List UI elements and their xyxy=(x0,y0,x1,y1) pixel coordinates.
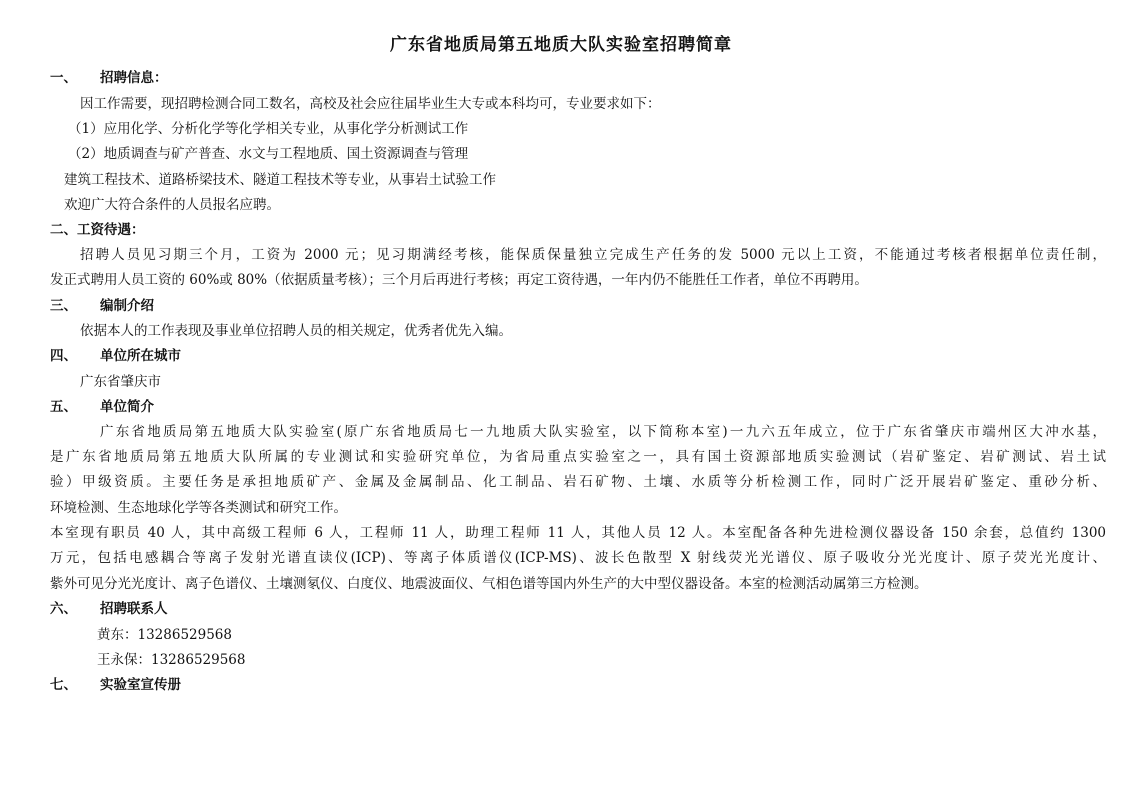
section-7-heading xyxy=(50,676,181,694)
section-1-welcome: 欢迎广大符合条件的人员报名应聘。 xyxy=(64,197,280,213)
section-1-title: 招聘信息： xyxy=(100,70,168,86)
section-1-paragraph: 因工作需要，现招聘检测合同工数名，高校及社会应往届毕业生大专或本科均可，专业要求如下： xyxy=(80,96,661,112)
section-3-paragraph: 依据本人的工作表现及事业单位招聘人员的相关规定，优秀者优先入编。 xyxy=(80,323,512,339)
section-5-line-6: 万元，包括电感耦合等离子发射光谱直读仪(ICP)、等离子体质谱仪(ICP-MS)、波长色散型 X 射线荧光光谱仪、原子吸收分光光度计、原子荧光光度计、 xyxy=(50,550,1106,566)
contact-2: 王永保：13286529568 xyxy=(97,652,246,668)
section-6-number: 六、 xyxy=(50,601,77,617)
section-1-heading xyxy=(50,69,168,87)
section-5-line-7: 紫外可见分光光度计、离子色谱仪、土壤测氡仪、白度仪、地震波面仪、气相色谱等国内外生产的大中型仪器设备。本室的检测活动属第三方检测。 xyxy=(50,576,928,592)
section-6-title: 招聘联系人 xyxy=(100,601,168,617)
section-3-number: 三、 xyxy=(50,298,77,314)
section-1-item-1: （1）应用化学、分析化学等化学相关专业，从事化学分析测试工作 xyxy=(68,121,469,137)
section-4-number: 四、 xyxy=(50,348,77,364)
page-title: 广东省地质局第五地质大队实验室招聘简章 xyxy=(390,35,732,55)
section-4-title: 单位所在城市 xyxy=(100,348,181,364)
section-5-heading xyxy=(50,398,154,416)
section-1-item-2-cont: 建筑工程技术、道路桥梁技术、隧道工程技术等专业，从事岩土试验工作 xyxy=(64,172,496,188)
section-7-number: 七、 xyxy=(50,677,77,693)
section-5-number: 五、 xyxy=(50,399,77,415)
section-5-line-4: 环境检测、生态地球化学等各类测试和研究工作。 xyxy=(50,500,347,516)
section-5-line-1: 广东省地质局第五地质大队实验室(原广东省地质局七一九地质大队实验室，以下简称本室)一九六五年成立，位于广东省肇庆市端州区大冲水基， xyxy=(100,424,1106,440)
section-6-heading xyxy=(50,600,168,618)
section-4-city: 广东省肇庆市 xyxy=(80,374,161,390)
section-5-line-2: 是广东省地质局第五地质大队所属的专业测试和实验研究单位，为省局重点实验室之一，具有国土资源部地质实验测试（岩矿鉴定、岩矿测试、岩土试 xyxy=(50,449,1106,465)
section-3-heading xyxy=(50,297,154,315)
section-3-title: 编制介绍 xyxy=(100,298,154,314)
contact-1: 黄东：13286529568 xyxy=(97,627,232,643)
section-5-line-5: 本室现有职员 40 人，其中高级工程师 6 人，工程师 11 人，助理工程师 11 人，其他人员 12 人。本室配备各种先进检测仪器设备 150 余套，总值约 1300 xyxy=(50,525,1106,541)
section-5-line-3: 验）甲级资质。主要任务是承担地质矿产、金属及金属制品、化工制品、岩石矿物、土壤、水质等分析检测工作，同时广泛开展岩矿鉴定、重砂分析、 xyxy=(50,474,1106,490)
section-7-title: 实验室宣传册 xyxy=(100,677,181,693)
section-4-heading xyxy=(50,347,181,365)
section-2-line-1: 招聘人员见习期三个月，工资为 2000 元；见习期满经考核，能保质保量独立完成生产任务的发 5000 元以上工资，不能通过考核者根据单位责任制， xyxy=(80,247,1106,263)
section-1-item-2: （2）地质调查与矿产普查、水文与工程地质、国土资源调查与管理 xyxy=(68,146,469,162)
section-2-heading: 二、工资待遇： xyxy=(50,222,145,238)
section-2-line-2: 发正式聘用人员工资的 60%或 80%（依据质量考核）；三个月后再进行考核；再定工资待遇，一年内仍不能胜任工作者，单位不再聘用。 xyxy=(50,272,868,288)
section-5-title: 单位简介 xyxy=(100,399,154,415)
section-1-number: 一、 xyxy=(50,70,77,86)
